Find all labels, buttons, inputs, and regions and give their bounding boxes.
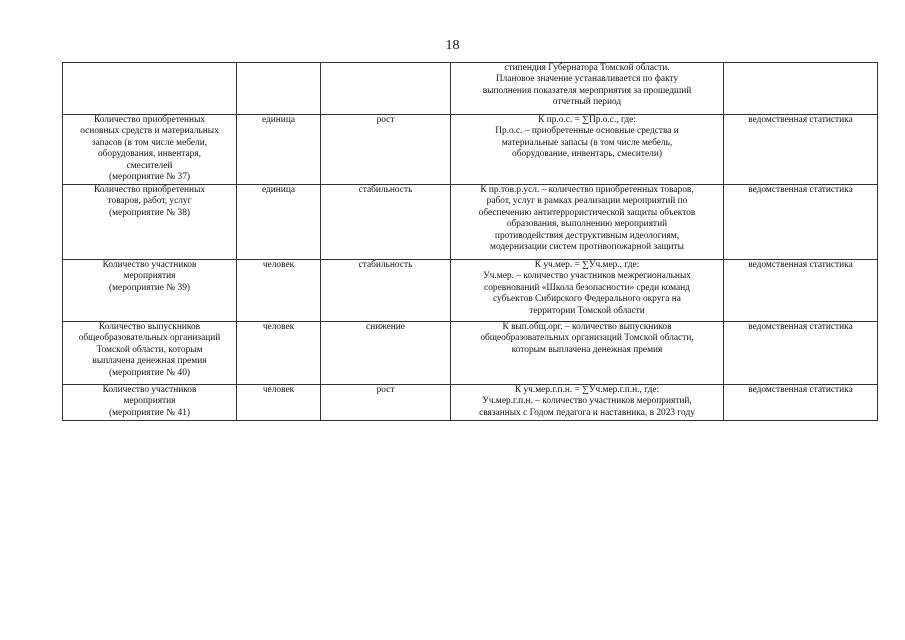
table-row xyxy=(63,322,878,385)
indicator-cell-line: общеобразовательных организаций xyxy=(78,333,221,344)
indicator-cell-line: основных средств и материальных xyxy=(80,126,219,137)
method-cell-line: К пр.о.с. = ∑Пр.о.с., где: xyxy=(538,115,636,125)
trend-cell xyxy=(321,260,451,322)
indicator-cell-line: выплачена денежная премия xyxy=(92,356,207,367)
method-cell-line: Уч.мер. – количество участников межрегиональных xyxy=(483,271,691,282)
source-cell-text: ведомственная статистика xyxy=(748,115,853,125)
source-cell xyxy=(724,185,878,260)
indicator-cell xyxy=(63,260,237,322)
indicator-cell-line: смесителей xyxy=(126,160,173,171)
method-cell-line: Плановое значение устанавливается по факту xyxy=(495,74,679,85)
method-cell-line: К уч.мер. = ∑Уч.мер., где: xyxy=(534,260,640,270)
method-cell-line: общеобразовательных организаций Томской области, xyxy=(480,333,694,344)
method-cell-line: соревнований «Школа безопасности» среди команд xyxy=(484,282,690,293)
indicator-cell-line: (мероприятие № 39) xyxy=(108,282,191,293)
source-cell xyxy=(724,260,878,322)
indicator-cell-line: оборудования, инвентаря, xyxy=(97,149,202,160)
unit-cell-text: единица xyxy=(261,115,296,125)
trend-cell-text: рост xyxy=(376,385,395,395)
indicator-cell xyxy=(63,385,237,421)
indicator-cell-line: (мероприятие № 40) xyxy=(108,367,191,378)
trend-cell-text: снижение xyxy=(366,322,405,332)
unit-cell-text: человек xyxy=(262,322,295,332)
indicator-cell-line: Количество участников xyxy=(102,385,197,395)
method-cell-line: Пр.о.с. – приобретенные основные средства и xyxy=(495,126,679,137)
unit-cell-text: человек xyxy=(262,385,295,395)
method-cell-line: К вып.общ.орг. – количество выпускников xyxy=(502,322,672,332)
method-cell-line: К пр.тов.р.усл. – количество приобретенных товаров, xyxy=(480,185,694,195)
trend-cell-text: стабильность xyxy=(358,185,413,195)
unit-cell xyxy=(237,115,321,185)
method-cell-line: стипендия Губернатора Томской области. xyxy=(504,63,670,73)
table-row xyxy=(63,63,878,115)
source-cell-text: ведомственная статистика xyxy=(748,260,853,270)
unit-cell xyxy=(237,63,321,115)
method-cell-line: территории Томской области xyxy=(529,305,645,316)
method-cell-line: оборудование, инвентарь, смесители) xyxy=(512,149,662,160)
indicator-cell xyxy=(63,115,237,185)
method-cell xyxy=(451,385,724,421)
table-row xyxy=(63,115,878,185)
method-cell-line: противодействия деструктивным идеологиям, xyxy=(494,230,680,241)
indicator-cell-line: Количество приобретенных xyxy=(93,185,206,195)
table-row xyxy=(63,185,878,260)
method-cell-line: образования, выполнению мероприятий xyxy=(506,219,668,230)
indicator-cell-line: (мероприятие № 38) xyxy=(108,207,191,218)
indicator-cell-line: Томской области, которым xyxy=(96,344,203,355)
page-number: 18 xyxy=(445,38,460,53)
method-cell-line: Уч.мер.г.п.н. – количество участников мероприятий, xyxy=(482,396,692,407)
unit-cell-text: единица xyxy=(261,185,296,195)
indicator-cell-line: запасов (в том числе мебели, xyxy=(91,137,208,148)
method-cell-line: материальные запасы (в том числе мебель, xyxy=(501,137,673,148)
method-cell-line: связанных с Годом педагога и наставника, в 2023 году xyxy=(479,407,695,418)
trend-cell xyxy=(321,322,451,385)
indicator-cell-line: Количество выпускников xyxy=(98,322,201,332)
trend-cell-text: стабильность xyxy=(358,260,413,270)
indicators-table xyxy=(62,62,878,421)
indicator-cell-line: (мероприятие № 41) xyxy=(108,407,191,418)
table-row xyxy=(63,385,878,421)
trend-cell xyxy=(321,385,451,421)
trend-cell xyxy=(321,185,451,260)
method-cell-line: выполнения показателя мероприятия за прошедший xyxy=(482,85,692,96)
unit-cell xyxy=(237,185,321,260)
method-cell xyxy=(451,260,724,322)
trend-cell-text: рост xyxy=(376,115,395,125)
unit-cell xyxy=(237,385,321,421)
trend-cell xyxy=(321,63,451,115)
table-row xyxy=(63,260,878,322)
method-cell-line: обеспечению антитеррористической защиты объектов xyxy=(478,207,696,218)
indicator-cell-line: Количество приобретенных xyxy=(93,115,206,125)
indicator-cell-line: Количество участников xyxy=(102,260,197,270)
method-cell-line: работ, услуг в рамках реализации мероприятий по xyxy=(486,196,688,207)
indicator-cell-line: мероприятия xyxy=(123,271,176,282)
unit-cell xyxy=(237,322,321,385)
method-cell-line: модернизации систем противопожарной защиты xyxy=(490,242,684,253)
method-cell xyxy=(451,115,724,185)
source-cell-text: ведомственная статистика xyxy=(748,322,853,332)
unit-cell-text: человек xyxy=(262,260,295,270)
table-body xyxy=(63,63,878,421)
method-cell-line: К уч.мер.г.п.н. = ∑Уч.мер.г.п.н., где: xyxy=(514,385,660,395)
indicator-cell xyxy=(63,185,237,260)
source-cell xyxy=(724,385,878,421)
method-cell-line: отчетный период xyxy=(552,97,622,108)
trend-cell xyxy=(321,115,451,185)
indicator-cell-line: товаров, работ, услуг xyxy=(107,196,192,207)
source-cell xyxy=(724,63,878,115)
method-cell-line: субъектов Сибирского Федерального округа на xyxy=(493,294,681,305)
method-cell xyxy=(451,322,724,385)
source-cell xyxy=(724,115,878,185)
indicator-cell xyxy=(63,322,237,385)
source-cell-text: ведомственная статистика xyxy=(748,185,853,195)
source-cell-text: ведомственная статистика xyxy=(748,385,853,395)
method-cell-line: которым выплачена денежная премия xyxy=(511,344,663,355)
source-cell xyxy=(724,322,878,385)
method-cell xyxy=(451,185,724,260)
indicator-cell-line: (мероприятие № 37) xyxy=(108,172,191,183)
indicator-cell-line: мероприятия xyxy=(123,396,176,407)
indicator-cell xyxy=(63,63,237,115)
method-cell xyxy=(451,63,724,115)
unit-cell xyxy=(237,260,321,322)
